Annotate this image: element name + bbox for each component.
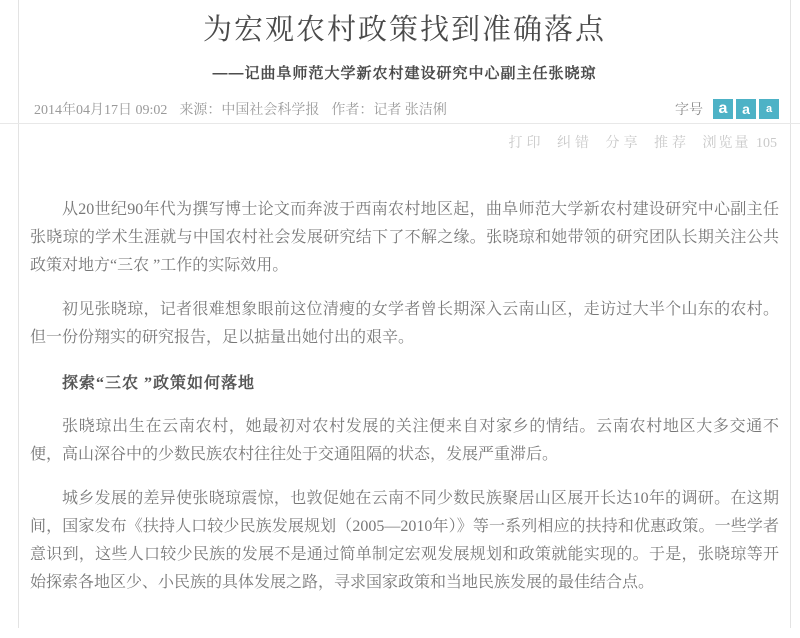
share-link[interactable]: 分享 <box>605 136 642 151</box>
page-frame <box>18 0 791 628</box>
header-divider <box>0 123 800 124</box>
article-paragraph: 城乡发展的差异使张晓琼震惊，也敦促她在云南不同少数民族聚居山区展开长达10年的调研。在这期间，国家发布《扶持人口较少民族发展规划（2005—2010年）》等一系列相应的扶持和优惠政策。一些学者意识到，这些人口较少民族的发展不是通过简单制定宏观发展规划和政策就能实现的。于是，张晓琼等开始探索各地区少、小民族的具体发展之路，寻求国家政策和当地民族发展的最佳结合点。 <box>30 490 779 591</box>
article-body <box>30 196 779 597</box>
print-link[interactable]: 打印 <box>508 136 545 151</box>
page-title: 为宏观农村政策找到准确落点 <box>202 14 606 46</box>
font-size-medium-button[interactable]: a <box>736 99 756 119</box>
source-label: 来源：中国社会科学报 <box>179 103 320 118</box>
error-correction-link[interactable]: 纠错 <box>557 136 593 151</box>
font-size-label: 字号 <box>675 101 703 117</box>
article-paragraph: 从20世纪90年代为撰写博士论文而奔波于西南农村地区起，曲阜师范大学新农村建设研究中心副主任张晓琼的学术生涯就与中国农村社会发展研究结下了不解之缘。张晓琼和她带领的研究团队长期关注公共政策对地方“三农 ”工作的实际效用。 <box>30 201 779 274</box>
font-size-control <box>675 99 779 119</box>
meta-info <box>30 99 459 119</box>
article-paragraph: 初见张晓琼，记者很难想象眼前这位清瘦的女学者曾长期深入云南山区，走访过大半个山东的农村。但一份份翔实的研究报告，足以掂量出她付出的艰辛。 <box>30 301 779 346</box>
publish-datetime: 2014年04月17日 09:02 <box>34 103 168 118</box>
author-label: 作者：记者 张洁俐 <box>331 103 447 118</box>
page-subtitle: ——记曲阜师范大学新农村建设研究中心副主任张晓琼 <box>212 65 597 82</box>
views-label: 浏览量 <box>702 136 751 151</box>
views-count: 105 <box>756 136 777 151</box>
recommend-link[interactable]: 推荐 <box>654 136 690 151</box>
font-size-small-button[interactable]: a <box>759 99 779 119</box>
meta-row <box>30 97 779 121</box>
font-size-large-button[interactable]: a <box>713 99 733 119</box>
article-paragraph: 张晓琼出生在云南农村，她最初对农村发展的关注便来自对家乡的情结。云南农村地区大多交通不便，高山深谷中的少数民族农村往往处于交通阻隔的状态，发展严重滞后。 <box>30 418 779 463</box>
section-heading: 探索“三农 ”政策如何落地 <box>62 375 256 392</box>
action-toolbar <box>30 132 779 152</box>
page-content <box>19 10 790 638</box>
